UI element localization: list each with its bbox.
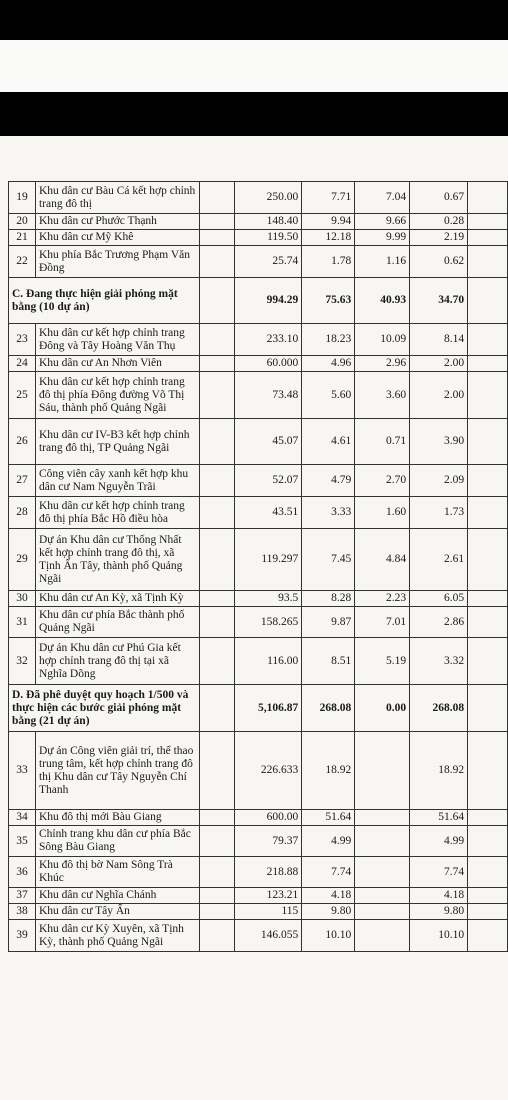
land-area-cell: 7.74 (302, 857, 355, 888)
completed-cell (355, 904, 410, 920)
land-area-cell: 7.45 (302, 529, 355, 591)
empty-cell (468, 419, 508, 465)
land-area-cell: 18.92 (302, 732, 355, 810)
empty-cell (200, 685, 235, 732)
land-area-cell: 9.80 (302, 904, 355, 920)
empty-cell (468, 904, 508, 920)
empty-cell (200, 826, 235, 857)
area-total-cell: 250.00 (235, 182, 302, 214)
table-row (9, 591, 508, 607)
empty-cell (468, 356, 508, 372)
table-row (9, 904, 508, 920)
completed-cell: 3.60 (355, 372, 410, 419)
completed-cell: 0.71 (355, 419, 410, 465)
table-row (9, 246, 508, 278)
project-name-cell: Chỉnh trang khu dân cư phía Bắc Sông Bàu Giang (35, 826, 200, 857)
table-row (9, 214, 508, 230)
empty-cell (468, 888, 508, 904)
second-black-band (0, 92, 508, 136)
top-black-band (0, 0, 508, 40)
table-row (9, 372, 508, 419)
row-number-cell: 35 (9, 826, 36, 857)
row-number-cell: 22 (9, 246, 36, 278)
project-name-cell: Khu dân cư Tây Ấn (35, 904, 200, 920)
table-row (9, 607, 508, 638)
remaining-cell: 3.90 (410, 419, 468, 465)
empty-cell (200, 857, 235, 888)
empty-cell (200, 904, 235, 920)
remaining-cell: 7.74 (410, 857, 468, 888)
empty-cell (468, 810, 508, 826)
land-area-cell: 268.08 (302, 685, 355, 732)
land-area-cell: 3.33 (302, 497, 355, 529)
remaining-cell: 6.05 (410, 591, 468, 607)
completed-cell (355, 857, 410, 888)
project-name-cell: Khu dân cư Nghĩa Chánh (35, 888, 200, 904)
completed-cell: 7.04 (355, 182, 410, 214)
empty-cell (200, 888, 235, 904)
empty-cell (468, 278, 508, 324)
row-number-cell: 33 (9, 732, 36, 810)
page-margin (0, 40, 508, 92)
completed-cell (355, 810, 410, 826)
completed-cell: 1.60 (355, 497, 410, 529)
completed-cell: 2.23 (355, 591, 410, 607)
area-total-cell: 5,106.87 (235, 685, 302, 732)
empty-cell (200, 529, 235, 591)
land-area-cell: 4.18 (302, 888, 355, 904)
area-total-cell: 115 (235, 904, 302, 920)
empty-cell (200, 732, 235, 810)
completed-cell: 2.70 (355, 465, 410, 497)
empty-cell (200, 372, 235, 419)
land-area-cell: 10.10 (302, 920, 355, 952)
project-name-cell: Khu dân cư Bàu Cá kết hợp chỉnh trang đô thị (35, 182, 200, 214)
land-area-cell: 18.23 (302, 324, 355, 356)
section-header-row (9, 278, 508, 324)
area-total-cell: 45.07 (235, 419, 302, 465)
row-number-cell: 37 (9, 888, 36, 904)
completed-cell: 7.01 (355, 607, 410, 638)
area-total-cell: 79.37 (235, 826, 302, 857)
table-row (9, 324, 508, 356)
project-name-cell: Khu đô thị bờ Nam Sông Trà Khúc (35, 857, 200, 888)
section-title-cell: C. Đang thực hiện giải phóng mặt bằng (10 dự án) (9, 278, 200, 324)
area-total-cell: 119.297 (235, 529, 302, 591)
table-row (9, 638, 508, 685)
empty-cell (200, 356, 235, 372)
row-number-cell: 38 (9, 904, 36, 920)
land-area-cell: 9.87 (302, 607, 355, 638)
table-row (9, 826, 508, 857)
project-name-cell: Khu phía Bắc Trương Phạm Văn Đồng (35, 246, 200, 278)
row-number-cell: 28 (9, 497, 36, 529)
empty-cell (468, 591, 508, 607)
remaining-cell: 4.99 (410, 826, 468, 857)
land-area-cell: 4.79 (302, 465, 355, 497)
table-row (9, 857, 508, 888)
area-total-cell: 52.07 (235, 465, 302, 497)
empty-cell (468, 497, 508, 529)
completed-cell: 2.96 (355, 356, 410, 372)
row-number-cell: 31 (9, 607, 36, 638)
empty-cell (468, 465, 508, 497)
table-row (9, 810, 508, 826)
empty-cell (468, 529, 508, 591)
remaining-cell: 2.86 (410, 607, 468, 638)
empty-cell (468, 732, 508, 810)
completed-cell: 10.09 (355, 324, 410, 356)
remaining-cell: 2.61 (410, 529, 468, 591)
land-area-cell: 4.96 (302, 356, 355, 372)
empty-cell (468, 607, 508, 638)
table-row (9, 465, 508, 497)
table-row (9, 920, 508, 952)
row-number-cell: 20 (9, 214, 36, 230)
area-total-cell: 233.10 (235, 324, 302, 356)
area-total-cell: 119.50 (235, 230, 302, 246)
project-name-cell: Khu dân cư IV-B3 kết hợp chỉnh trang đô thị, TP Quảng Ngãi (35, 419, 200, 465)
empty-cell (468, 182, 508, 214)
remaining-cell: 2.00 (410, 372, 468, 419)
row-number-cell: 39 (9, 920, 36, 952)
area-total-cell: 146.055 (235, 920, 302, 952)
project-name-cell: Khu đô thị mới Bàu Giang (35, 810, 200, 826)
row-number-cell: 36 (9, 857, 36, 888)
completed-cell: 4.84 (355, 529, 410, 591)
project-name-cell: Khu dân cư phía Bắc thành phố Quảng Ngãi (35, 607, 200, 638)
project-name-cell: Dự án Khu dân cư Phú Gia kết hợp chỉnh trang đô thị tại xã Nghĩa Dõng (35, 638, 200, 685)
completed-cell (355, 732, 410, 810)
land-area-cell: 4.99 (302, 826, 355, 857)
empty-cell (200, 810, 235, 826)
area-total-cell: 60.000 (235, 356, 302, 372)
table-row (9, 182, 508, 214)
empty-cell (200, 182, 235, 214)
empty-cell (468, 372, 508, 419)
land-area-cell: 4.61 (302, 419, 355, 465)
empty-cell (468, 857, 508, 888)
remaining-cell: 3.32 (410, 638, 468, 685)
area-total-cell: 73.48 (235, 372, 302, 419)
completed-cell: 5.19 (355, 638, 410, 685)
empty-cell (200, 465, 235, 497)
empty-cell (468, 826, 508, 857)
remaining-cell: 9.80 (410, 904, 468, 920)
land-area-cell: 7.71 (302, 182, 355, 214)
area-total-cell: 148.40 (235, 214, 302, 230)
land-area-cell: 9.94 (302, 214, 355, 230)
empty-cell (200, 638, 235, 685)
row-number-cell: 21 (9, 230, 36, 246)
area-total-cell: 600.00 (235, 810, 302, 826)
row-number-cell: 34 (9, 810, 36, 826)
empty-cell (468, 685, 508, 732)
area-total-cell: 226.633 (235, 732, 302, 810)
land-area-cell: 1.78 (302, 246, 355, 278)
empty-cell (200, 497, 235, 529)
remaining-cell: 4.18 (410, 888, 468, 904)
remaining-cell: 10.10 (410, 920, 468, 952)
project-name-cell: Khu dân cư kết hợp chỉnh trang Đông và Tây Hoàng Văn Thụ (35, 324, 200, 356)
area-total-cell: 123.21 (235, 888, 302, 904)
project-name-cell: Khu dân cư kết hợp chỉnh trang đô thị phía Bắc Hồ điều hòa (35, 497, 200, 529)
remaining-cell: 0.67 (410, 182, 468, 214)
row-number-cell: 25 (9, 372, 36, 419)
land-area-cell: 8.28 (302, 591, 355, 607)
completed-cell (355, 826, 410, 857)
row-number-cell: 32 (9, 638, 36, 685)
remaining-cell: 0.28 (410, 214, 468, 230)
project-name-cell: Công viên cây xanh kết hợp khu dân cư Nam Nguyễn Trãi (35, 465, 200, 497)
row-number-cell: 23 (9, 324, 36, 356)
land-area-cell: 12.18 (302, 230, 355, 246)
empty-cell (200, 324, 235, 356)
remaining-cell: 2.09 (410, 465, 468, 497)
area-total-cell: 93.5 (235, 591, 302, 607)
empty-cell (468, 920, 508, 952)
land-area-cell: 51.64 (302, 810, 355, 826)
row-number-cell: 29 (9, 529, 36, 591)
area-total-cell: 25.74 (235, 246, 302, 278)
remaining-cell: 1.73 (410, 497, 468, 529)
empty-cell (200, 591, 235, 607)
completed-cell: 9.99 (355, 230, 410, 246)
project-name-cell: Khu dân cư kết hợp chỉnh trang đô thị phía Đông đường Võ Thị Sáu, thành phố Quảng Ngãi (35, 372, 200, 419)
table-row (9, 230, 508, 246)
empty-cell (200, 278, 235, 324)
empty-cell (200, 607, 235, 638)
completed-cell: 40.93 (355, 278, 410, 324)
project-table (8, 181, 508, 952)
completed-cell (355, 888, 410, 904)
area-total-cell: 43.51 (235, 497, 302, 529)
area-total-cell: 994.29 (235, 278, 302, 324)
table-row (9, 529, 508, 591)
empty-cell (468, 638, 508, 685)
row-number-cell: 27 (9, 465, 36, 497)
empty-cell (468, 324, 508, 356)
table-row (9, 356, 508, 372)
row-number-cell: 30 (9, 591, 36, 607)
empty-cell (200, 214, 235, 230)
remaining-cell: 8.14 (410, 324, 468, 356)
remaining-cell: 0.62 (410, 246, 468, 278)
table-row (9, 888, 508, 904)
table-row (9, 419, 508, 465)
completed-cell: 0.00 (355, 685, 410, 732)
land-area-cell: 75.63 (302, 278, 355, 324)
project-name-cell: Khu dân cư Mỹ Khê (35, 230, 200, 246)
remaining-cell: 2.00 (410, 356, 468, 372)
section-header-row (9, 685, 508, 732)
project-name-cell: Khu dân cư An Kỳ, xã Tịnh Kỳ (35, 591, 200, 607)
empty-cell (200, 230, 235, 246)
remaining-cell: 34.70 (410, 278, 468, 324)
empty-cell (468, 230, 508, 246)
project-name-cell: Khu dân cư Kỳ Xuyên, xã Tịnh Kỳ, thành phố Quảng Ngãi (35, 920, 200, 952)
empty-cell (468, 246, 508, 278)
remaining-cell: 2.19 (410, 230, 468, 246)
area-total-cell: 116.00 (235, 638, 302, 685)
empty-cell (200, 246, 235, 278)
empty-cell (468, 214, 508, 230)
land-area-cell: 5.60 (302, 372, 355, 419)
remaining-cell: 268.08 (410, 685, 468, 732)
project-name-cell: Dự án Khu dân cư Thống Nhất kết hợp chỉnh trang đô thị, xã Tịnh Ấn Tây, thành phố Quảng Ngãi (35, 529, 200, 591)
project-name-cell: Khu dân cư An Nhơn Viên (35, 356, 200, 372)
completed-cell: 1.16 (355, 246, 410, 278)
row-number-cell: 19 (9, 182, 36, 214)
row-number-cell: 24 (9, 356, 36, 372)
completed-cell: 9.66 (355, 214, 410, 230)
section-title-cell: D. Đã phê duyệt quy hoạch 1/500 và thực hiện các bước giải phóng mặt bằng (21 dự án) (9, 685, 200, 732)
empty-cell (200, 419, 235, 465)
empty-cell (200, 920, 235, 952)
row-number-cell: 26 (9, 419, 36, 465)
area-total-cell: 218.88 (235, 857, 302, 888)
area-total-cell: 158.265 (235, 607, 302, 638)
project-name-cell: Khu dân cư Phước Thạnh (35, 214, 200, 230)
project-name-cell: Dự án Công viên giải trí, thể thao trung tâm, kết hợp chỉnh trang đô thị Khu dân cư Tây Nguyễn Chí Thanh (35, 732, 200, 810)
remaining-cell: 51.64 (410, 810, 468, 826)
remaining-cell: 18.92 (410, 732, 468, 810)
table-row (9, 497, 508, 529)
land-area-cell: 8.51 (302, 638, 355, 685)
table-row (9, 732, 508, 810)
completed-cell (355, 920, 410, 952)
